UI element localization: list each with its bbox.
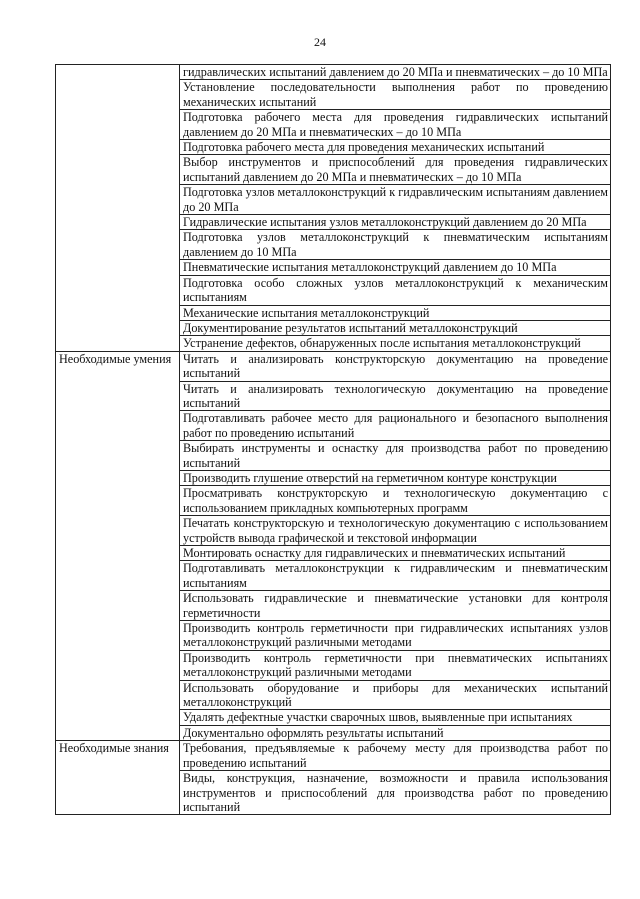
requirement-item: Печатать конструкторскую и технологическую документацию с использованием устройств вывода графической и текстовой информации [180, 516, 611, 546]
section-label: Необходимые знания [56, 741, 180, 815]
requirement-item: Пневматические испытания металлоконструкций давлением до 10 МПа [180, 260, 611, 275]
requirement-item: Читать и анализировать конструкторскую документацию на проведение испытаний [180, 351, 611, 381]
requirement-item: Использовать гидравлические и пневматические установки для контроля герметичности [180, 591, 611, 621]
requirement-item: Удалять дефектные участки сварочных швов, выявленные при испытаниях [180, 710, 611, 725]
requirement-item: Производить контроль герметичности при гидравлических испытаниях узлов металлоконструкций различными методами [180, 621, 611, 651]
requirement-item: Подготовка рабочего места для проведения гидравлических испытаний давлением до 20 МПа и пневматических – до 10 МПа [180, 110, 611, 140]
table-row [56, 351, 611, 381]
requirements-table-body [56, 65, 611, 815]
requirement-item: Установление последовательности выполнения работ по проведению механических испытаний [180, 80, 611, 110]
requirement-item: Просматривать конструкторскую и технологическую документацию с использованием прикладных компьютерных программ [180, 486, 611, 516]
requirement-item: Механические испытания металлоконструкций [180, 305, 611, 320]
requirement-item: Подготавливать рабочее место для рационального и безопасного выполнения работ по проведению испытаний [180, 411, 611, 441]
requirement-item: Монтировать оснастку для гидравлических и пневматических испытаний [180, 546, 611, 561]
requirement-item: Выбирать инструменты и оснастку для производства работ по проведению испытаний [180, 441, 611, 471]
requirement-item: Требования, предъявляемые к рабочему месту для производства работ по проведению испытаний [180, 741, 611, 771]
requirement-item: Производить глушение отверстий на герметичном контуре конструкции [180, 470, 611, 485]
requirement-item: Подготовка узлов металлоконструкций к гидравлическим испытаниям давлением до 20 МПа [180, 185, 611, 215]
section-label [56, 65, 180, 352]
requirement-item: Подготавливать металлоконструкции к гидравлическим и пневматическим испытаниям [180, 561, 611, 591]
table-row [56, 741, 611, 771]
requirement-item: Виды, конструкция, назначение, возможности и правила использования инструментов и приспособлений для производства работ по проведению испытаний [180, 771, 611, 815]
requirement-item: Подготовка узлов металлоконструкций к пневматическим испытаниям давлением до 10 МПа [180, 230, 611, 260]
requirement-item: Документирование результатов испытаний металлоконструкций [180, 320, 611, 335]
requirement-item: Выбор инструментов и приспособлений для проведения гидравлических испытаний давлением до 20 МПа и пневматических – до 10 МПа [180, 155, 611, 185]
requirement-item: Документально оформлять результаты испытаний [180, 725, 611, 740]
requirement-item: Производить контроль герметичности при пневматических испытаниях металлоконструкций различными методами [180, 650, 611, 680]
requirement-item: Читать и анализировать технологическую документацию на проведение испытаний [180, 381, 611, 411]
requirement-item: Гидравлические испытания узлов металлоконструкций давлением до 20 МПа [180, 215, 611, 230]
requirement-item: Использовать оборудование и приборы для механических испытаний металлоконструкций [180, 680, 611, 710]
requirement-item: Устранение дефектов, обнаруженных после испытания металлоконструкций [180, 336, 611, 351]
requirement-item: Подготовка особо сложных узлов металлоконструкций к механическим испытаниям [180, 275, 611, 305]
table-row [56, 65, 611, 80]
page-number: 24 [314, 35, 326, 49]
requirement-item: Подготовка рабочего места для проведения механических испытаний [180, 140, 611, 155]
section-label: Необходимые умения [56, 351, 180, 741]
requirement-item: гидравлических испытаний давлением до 20 МПа и пневматических – до 10 МПа [180, 65, 611, 80]
requirements-table [55, 64, 611, 815]
